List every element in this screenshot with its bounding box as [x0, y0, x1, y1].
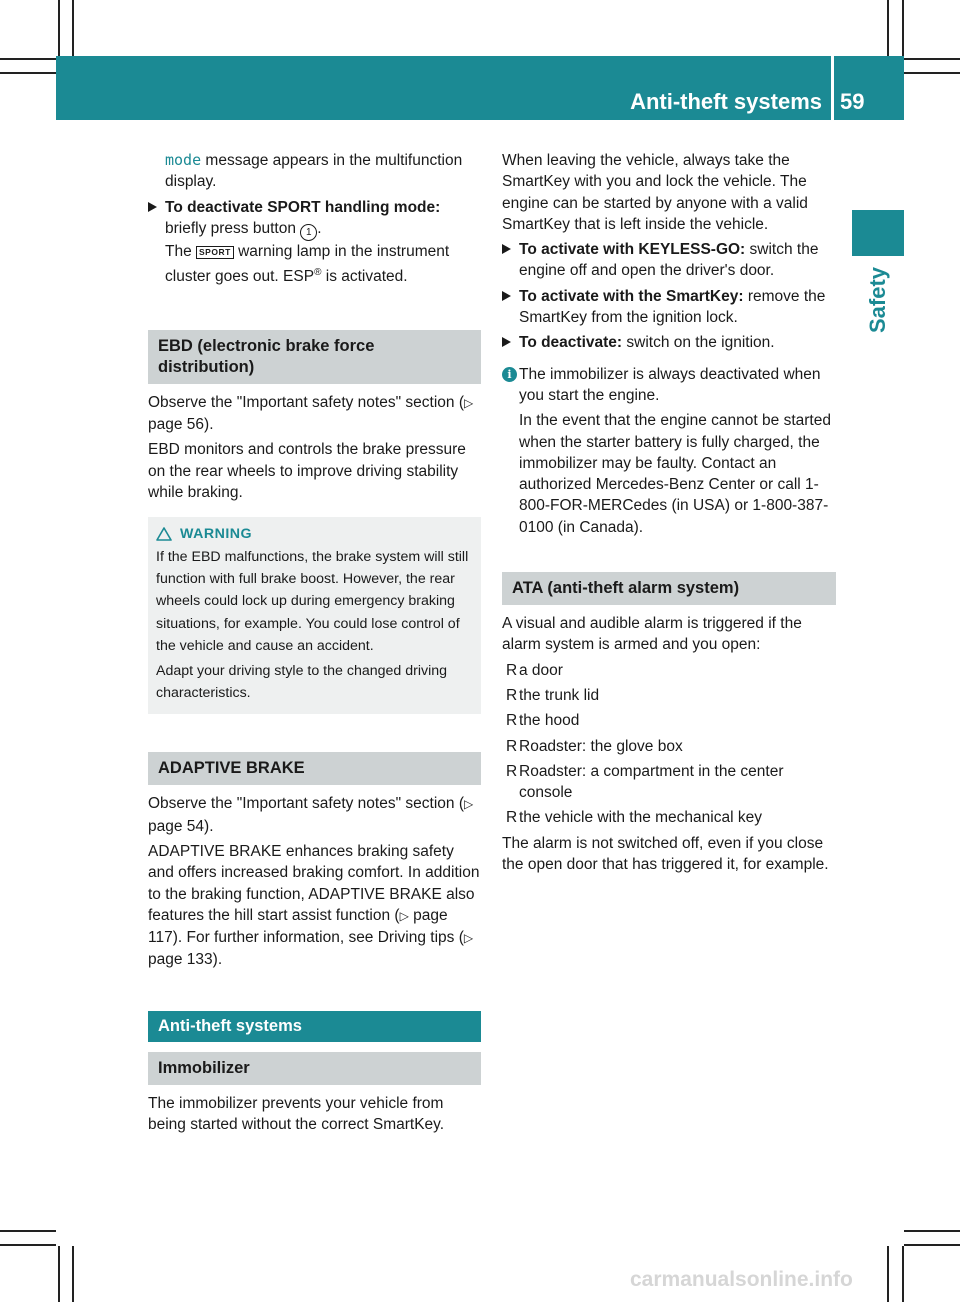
continued-paragraph: [148, 150, 481, 193]
info-note: [502, 364, 836, 538]
page-number: 59: [840, 89, 865, 114]
step-arrow-icon: [148, 202, 157, 212]
list-item-text: a door: [519, 661, 563, 679]
page-reference-link[interactable]: page 56: [148, 415, 205, 433]
list-item-text: the vehicle with the mechanical key: [519, 809, 762, 827]
crop-mark: [0, 58, 56, 60]
step-arrow-icon: [502, 291, 511, 301]
list-item: [502, 761, 836, 804]
ebd-paragraph-1: [148, 392, 481, 436]
text: ).: [212, 951, 223, 969]
section-heading-ebd: EBD (electronic brake force distribution): [148, 330, 481, 384]
list-item-text: Roadster: a compartment in the center console: [519, 762, 784, 802]
bullet-icon: R: [506, 762, 518, 780]
bullet-icon: R: [506, 661, 518, 679]
step-text: The: [165, 242, 197, 260]
section-heading-anti-theft: Anti-theft systems: [148, 1011, 481, 1042]
step-title: To activate with the SmartKey:: [519, 287, 744, 305]
step-text: switch on the ignition.: [622, 334, 775, 352]
page-ref-arrow-icon: ▷: [399, 908, 409, 923]
text: Observe the "Important safety notes" section (: [148, 795, 464, 813]
crop-mark: [904, 72, 960, 74]
step-deactivate: [502, 332, 836, 353]
list-item: [502, 685, 836, 706]
text: ).: [204, 817, 214, 835]
adaptive-brake-paragraph-2: [148, 841, 481, 971]
ata-paragraph-2: The alarm is not switched off, even if you close the open door that has triggered it, for example.: [502, 834, 829, 874]
section-heading-ata: ATA (anti-theft alarm system): [502, 572, 836, 605]
step-title: To deactivate SPORT handling mode:: [165, 198, 441, 216]
text: ).: [204, 415, 214, 433]
section-heading-immobilizer: Immobilizer: [148, 1052, 481, 1085]
crop-mark: [58, 0, 60, 56]
crop-mark: [904, 58, 960, 60]
left-column: [148, 150, 481, 1139]
step-arrow-icon: [502, 244, 511, 254]
section-side-label: [852, 260, 904, 340]
step-text: briefly press button: [165, 219, 301, 237]
crop-mark: [58, 1246, 60, 1302]
page-reference-link[interactable]: page 54: [148, 817, 205, 835]
info-paragraph-2: In the event that the engine cannot be started when the starter battery is fully charged, the immobilizer may be faulty. Contact an authorized Mercedes-Benz Center or call 1-800-FOR-MERCedes (in USA) or 1-800-387-0100 (in Canada).: [519, 412, 831, 536]
bullet-icon: R: [506, 686, 518, 704]
crop-mark: [902, 1246, 904, 1302]
page-reference-link[interactable]: page 133: [148, 951, 213, 969]
step-title: To activate with KEYLESS-GO:: [519, 241, 746, 259]
step-text: remove the SmartKey from the ignition lock.: [519, 287, 826, 327]
list-item-text: the hood: [519, 712, 580, 730]
crop-mark: [887, 1246, 889, 1302]
list-item: [502, 736, 836, 757]
warning-header: [156, 523, 473, 545]
immobilizer-paragraph: The immobilizer prevents your vehicle from being started without the correct SmartKey.: [148, 1094, 445, 1134]
page-reference-link[interactable]: page 117: [148, 906, 448, 947]
crop-mark: [72, 1246, 74, 1302]
step-arrow-icon: [502, 337, 511, 347]
section-tab: [852, 210, 904, 256]
step-text: is activated.: [321, 268, 408, 286]
bullet-icon: R: [506, 737, 518, 755]
ata-paragraph-1: A visual and audible alarm is triggered if the alarm system is armed and you open:: [502, 615, 802, 654]
list-item: [502, 710, 836, 731]
registered-mark: ®: [314, 267, 322, 279]
ebd-paragraph-2: EBD monitors and controls the brake pressure on the rear wheels to improve driving stability while braking.: [148, 441, 466, 501]
list-item-text: Roadster: the glove box: [519, 737, 683, 755]
button-number-icon: 1: [300, 224, 317, 241]
page-header-title: Anti-theft systems: [630, 89, 822, 114]
warning-triangle-icon: [156, 527, 172, 541]
header-divider: [831, 56, 834, 120]
page-ref-arrow-icon: ▷: [464, 797, 474, 812]
warning-box: [148, 517, 481, 714]
smartkey-paragraph: When leaving the vehicle, always take the SmartKey with you and lock the vehicle. The engine can be started by anyone with a valid SmartKey that is left inside the vehicle.: [502, 152, 808, 233]
step-activate-smartkey: [502, 286, 836, 329]
text: Observe the "Important safety notes" section (: [148, 393, 464, 411]
list-item: [502, 660, 836, 681]
step-activate-keyless-go: [502, 239, 836, 282]
step-title: To deactivate:: [519, 334, 623, 352]
step-text: .: [317, 219, 322, 237]
watermark: carmanualsonline.info: [630, 1268, 853, 1291]
crop-mark: [887, 0, 889, 56]
step-deactivate-sport: [148, 197, 481, 288]
page-ref-arrow-icon: ▷: [463, 931, 474, 946]
crop-mark: [904, 1230, 960, 1232]
continued-text: message appears in the multifunction display.: [165, 152, 463, 191]
section-heading-adaptive-brake: ADAPTIVE BRAKE: [148, 752, 481, 785]
crop-mark: [0, 1230, 56, 1232]
info-paragraph-1: The immobilizer is always deactivated when you start the engine.: [519, 365, 821, 404]
bullet-icon: R: [506, 712, 518, 730]
warning-title: WARNING: [180, 526, 253, 543]
info-icon: i: [502, 367, 517, 382]
right-column: [502, 150, 836, 879]
page-ref-arrow-icon: ▷: [464, 395, 474, 410]
sport-lamp-icon: SPORT: [196, 246, 234, 259]
display-message-mode: mode: [165, 151, 202, 169]
section-side-label-text: Safety: [865, 266, 890, 334]
warning-paragraph-1: If the EBD malfunctions, the brake system will still function with full brake boost. However, the rear wheels could lock up during emergency braking situations, for example. You could lose control of the vehicle and cause an accident.: [156, 548, 469, 655]
crop-mark: [904, 1244, 960, 1246]
crop-mark: [0, 72, 56, 74]
text: ADAPTIVE BRAKE enhances braking safety and offers increased braking comfort. In addition to the braking function, ADAPTIVE BRAKE also features the hill start assist function (: [148, 842, 480, 924]
list-item: [502, 807, 836, 828]
step-text: warning lamp in the instrument cluster goes out. ESP: [165, 242, 450, 286]
step-text: switch the engine off and open the driver's door.: [519, 241, 819, 280]
crop-mark: [72, 0, 74, 56]
text: ). For further information, see Driving tips (: [172, 929, 464, 947]
warning-paragraph-2: Adapt your driving style to the changed driving characteristics.: [156, 662, 448, 701]
crop-mark: [902, 0, 904, 56]
ata-bullet-list: [502, 660, 836, 829]
bullet-icon: R: [506, 809, 518, 827]
list-item-text: the trunk lid: [519, 686, 600, 704]
crop-mark: [0, 1244, 56, 1246]
adaptive-brake-paragraph-1: [148, 793, 481, 837]
